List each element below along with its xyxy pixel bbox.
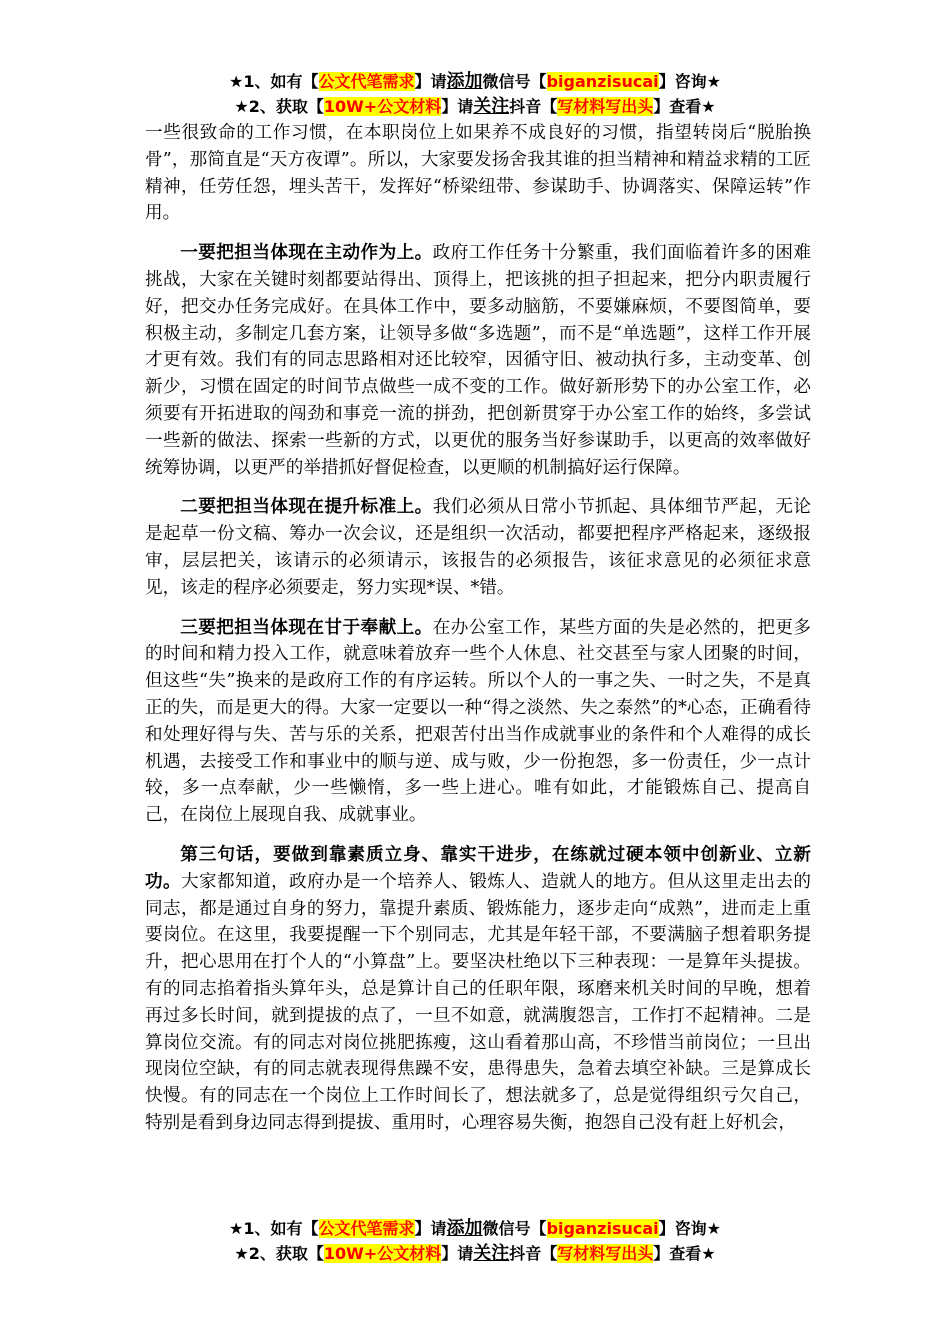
paragraph: 三要把担当体现在甘于奉献上。在办公室工作，某些方面的失是必然的，把更多的时间和精力投入工作，就意味着放弃一些个人休息、社交甚至与家人团聚的时间，但这些“失”换来的是政府工作的有序运转。所以个人的一事之失、一时之失，不是真正的失，而是更大的得。大家一定要以一种“得之淡然、失之泰然”的*心态，正确看待和处理好得与失、苦与乐的关系，把艰苦付出当作成就事业的条件和个人难得的成长机遇，去接受工作和事业中的顺与逆、成与败，少一份抱怨，多一份责任，少一点计较，多一点奉献，少一些懒惰，多一些上进心。唯有如此，才能锻炼自己、提高自己，在岗位上展现自我、成就事业。: [145, 616, 811, 826]
banner-text: 】查看★: [653, 1244, 716, 1263]
banner-line-1: [0, 69, 950, 94]
paragraph-heading: 三要把担当体现在甘于奉献上。: [180, 616, 433, 638]
banner-text: 】咨询★: [658, 72, 721, 91]
banner-text: 】请: [414, 1219, 447, 1238]
document-body: [145, 120, 811, 1150]
banner-line-2: [0, 1241, 950, 1266]
banner-highlight: 10W+公文材料: [323, 97, 442, 116]
banner-underline: 添加: [446, 1218, 483, 1239]
banner-highlight: biganzisucai: [546, 72, 659, 91]
banner-underline: 关注: [473, 1243, 510, 1264]
banner-text: 微信号【: [482, 72, 547, 91]
paragraph-heading: 第三句话，要做到靠素质立身、靠实干进步，在练就过硬本领中创新业、立新功。: [145, 843, 811, 892]
paragraph-heading: 二要把担当体现在提升标准上。: [180, 496, 433, 518]
banner-text: 】请: [414, 72, 447, 91]
banner-underline: 添加: [446, 71, 483, 92]
banner-text: ★2、获取【: [234, 97, 324, 116]
paragraph: 一些很致命的工作习惯，在本职岗位上如果养不成良好的习惯，指望转岗后“脱胎换骨”，那简直是“天方夜谭”。所以，大家要发扬舍我其谁的担当精神和精益求精的工匠精神，任劳任怨，埋头苦干，发挥好“桥梁纽带、参谋助手、协调落实、保障运转”作用。: [145, 123, 811, 224]
banner-line-2: [0, 94, 950, 119]
paragraph: 一要把担当体现在主动作为上。政府工作任务十分繁重，我们面临着许多的困难挑战，大家在关键时刻都要站得出、顶得上，把该挑的担子担起来，把分内职责履行好，把交办任务完成好。在具体工作中，要多动脑筋，不要嫌麻烦，不要图简单，要积极主动，多制定几套方案，让领导多做“多选题”，而不是“单选题”，这样工作开展才更有效。我们有的同志思路相对还比较窄，因循守旧、被动执行多，主动变革、创新少，习惯在固定的时间节点做些一成不变的工作。做好新形势下的办公室工作，必须要有开拓进取的闯劲和事竞一流的拼劲，把创新贯穿于办公室工作的始终，多尝试一些新的做法、探索一些新的方式，以更优的服务当好参谋助手，以更高的效率做好统筹协调，以更严的举措抓好督促检查，以更顺的机制搞好运行保障。: [145, 242, 811, 478]
banner-text: ★1、如有: [229, 72, 303, 91]
banner-line-1: [0, 1216, 950, 1241]
banner-text: 【: [302, 72, 319, 91]
footer-banner: [0, 1216, 950, 1266]
banner-text: 】咨询★: [658, 1219, 721, 1238]
banner-text: 微信号【: [482, 1219, 547, 1238]
paragraph-heading: 一要把担当体现在主动作为上。: [180, 242, 433, 264]
banner-text: 】请: [441, 97, 474, 116]
banner-text: ★2、获取【: [234, 1244, 324, 1263]
banner-text: 抖音【: [509, 1244, 558, 1263]
banner-highlight: 10W+公文材料: [323, 1244, 442, 1263]
banner-text: 抖音【: [509, 97, 558, 116]
paragraph: 二要把担当体现在提升标准上。我们必须从日常小节抓起、具体细节严起，无论是起草一份文稿、筹办一次会议，还是组织一次活动，都要把程序严格起来，逐级报审，层层把关，该请示的必须请示，该报告的必须报告，该征求意见的必须征求意见，该走的程序必须要走，努力实现*误、*错。: [145, 496, 811, 598]
banner-text: 【: [302, 1219, 319, 1238]
banner-highlight: 写材料写出头: [557, 97, 654, 116]
banner-underline: 关注: [473, 96, 510, 117]
header-banner: [0, 69, 950, 119]
paragraph: 第三句话，要做到靠素质立身、靠实干进步，在练就过硬本领中创新业、立新功。大家都知道，政府办是一个培养人、锻炼人、造就人的地方。但从这里走出去的同志，都是通过自身的努力，靠提升素质、锻炼能力，逐步走向“成熟”，进而走上重要岗位。在这里，我要提醒一下个别同志，尤其是年轻干部，不要满脑子想着职务提升，把心思用在打个人的“小算盘”上。要坚决杜绝以下三种表现：一是算年头提拔。有的同志掐着指头算年头，总是算计自己的任职年限，琢磨来机关时间的早晚，想着再过多长时间，就到提拔的点了，一旦不如意，就满腹怨言，工作打不起精神。二是算岗位交流。有的同志对岗位挑肥拣瘦，这山看着那山高，不珍惜当前岗位；一旦出现岗位空缺，有的同志就表现得焦躁不安，患得患失，急着去填空补缺。三是算成长快慢。有的同志在一个岗位上工作时间长了，想法就多了，总是觉得组织亏欠自己，特别是看到身边同志得到提拔、重用时，心理容易失衡，抱怨自己没有赶上好机会，: [145, 843, 811, 1133]
banner-highlight: biganzisucai: [546, 1219, 659, 1238]
banner-text: 】请: [441, 1244, 474, 1263]
banner-highlight: 写材料写出头: [557, 1244, 654, 1263]
banner-text: 】查看★: [653, 97, 716, 116]
banner-highlight: 公文代笔需求: [318, 72, 415, 91]
banner-text: ★1、如有: [229, 1219, 303, 1238]
banner-highlight: 公文代笔需求: [318, 1219, 415, 1238]
